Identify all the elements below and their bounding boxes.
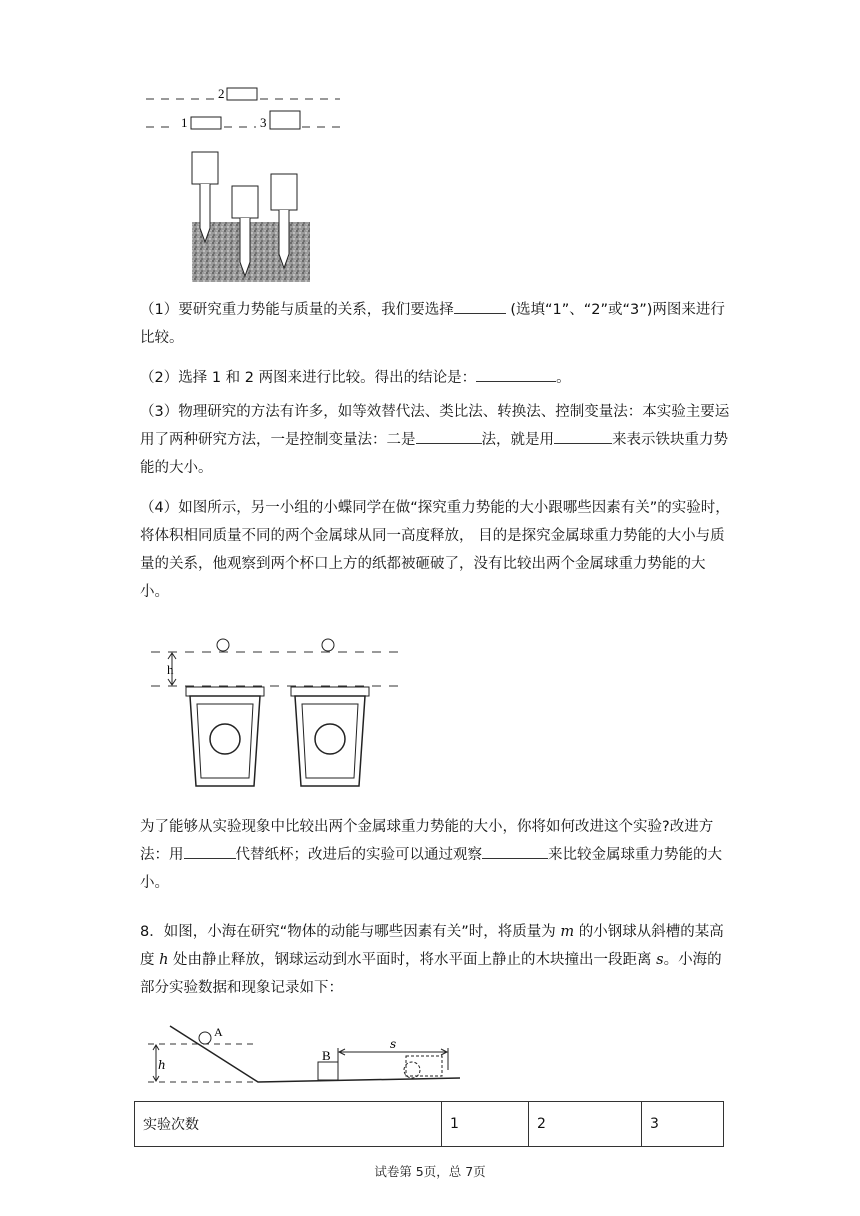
distance-label: s bbox=[390, 1037, 397, 1051]
question-8: 8．如图，小海在研究“物体的动能与哪些因素有关”时，将质量为 m 的小钢球从斜槽的某高度 h 处由静止释放，钢球运动到水平面时，将水平面上静止的木块撞出一段距离 s。小海的部分实验数据和现象记录如下： bbox=[140, 924, 724, 996]
nail-experiment-figure bbox=[140, 80, 350, 290]
table-header-cell: 实验次数 bbox=[135, 1102, 442, 1147]
ramp-height-label: h bbox=[158, 1058, 166, 1072]
ball-2 bbox=[322, 639, 334, 651]
page-footer: 试卷第 5页，总 7页 bbox=[374, 1164, 486, 1179]
cup-1 bbox=[186, 687, 264, 786]
answer-blank-4b[interactable] bbox=[482, 842, 548, 859]
block-label-1: 1 bbox=[181, 115, 188, 130]
block-1 bbox=[191, 117, 221, 129]
table-cell: 3 bbox=[642, 1102, 724, 1147]
question-3: （3）物理研究的方法有许多，如等效替代法、类比法、转换法、控制变量法：本实验主要运用了两种研究方法，一是控制变量法：二是 法，就是用 来表示铁块重力势能的大小。 bbox=[140, 404, 730, 476]
answer-blank-1[interactable] bbox=[454, 297, 506, 314]
ramp-experiment-figure bbox=[140, 1024, 470, 1094]
block-3 bbox=[270, 111, 300, 129]
block-label: B bbox=[322, 1048, 331, 1063]
height-label: h bbox=[167, 662, 174, 677]
sand-box bbox=[192, 222, 310, 282]
answer-blank-4a[interactable] bbox=[184, 842, 236, 859]
question-1: （1）要研究重力势能与质量的关系，我们要选择 (选填“1”、“2”或“3”)两图来进行比较。 bbox=[140, 296, 730, 352]
question-2: （2）选择 1 和 2 两图来进行比较。得出的结论是： 。 bbox=[140, 364, 730, 392]
ball-label: A bbox=[214, 1025, 223, 1039]
block-2 bbox=[227, 88, 257, 100]
improvement-question: 为了能够从实验现象中比较出两个金属球重力势能的大小，你将如何改进这个实验?改进方法：用 代替纸杯；改进后的实验可以通过观察 来比较金属球重力势能的大小。 bbox=[140, 819, 722, 891]
answer-blank-2[interactable] bbox=[476, 365, 556, 382]
question-4: （4）如图所示，另一小组的小蝶同学在做“探究重力势能的大小跟哪些因素有关”的实验时，将体积相同质量不同的两个金属球从同一高度释放， 目的是探究金属球重力势能的大小与质量的关系，他观察到两个杯口上方的纸都被砸破了，没有比较出两个金属球重力势能的大小。 bbox=[140, 500, 730, 600]
data-table bbox=[134, 1101, 724, 1147]
answer-blank-3b[interactable] bbox=[554, 427, 612, 444]
table-row bbox=[135, 1102, 724, 1147]
ball-1 bbox=[217, 639, 229, 651]
table-cell: 1 bbox=[442, 1102, 529, 1147]
cups-experiment-figure bbox=[145, 636, 410, 796]
table-cell: 2 bbox=[529, 1102, 642, 1147]
cup-2 bbox=[291, 687, 369, 786]
wood-block bbox=[318, 1062, 338, 1080]
block-label-2: 2 bbox=[218, 86, 225, 101]
block-label-3: 3 bbox=[260, 115, 267, 130]
steel-ball bbox=[199, 1032, 211, 1044]
answer-blank-3a[interactable] bbox=[416, 427, 482, 444]
